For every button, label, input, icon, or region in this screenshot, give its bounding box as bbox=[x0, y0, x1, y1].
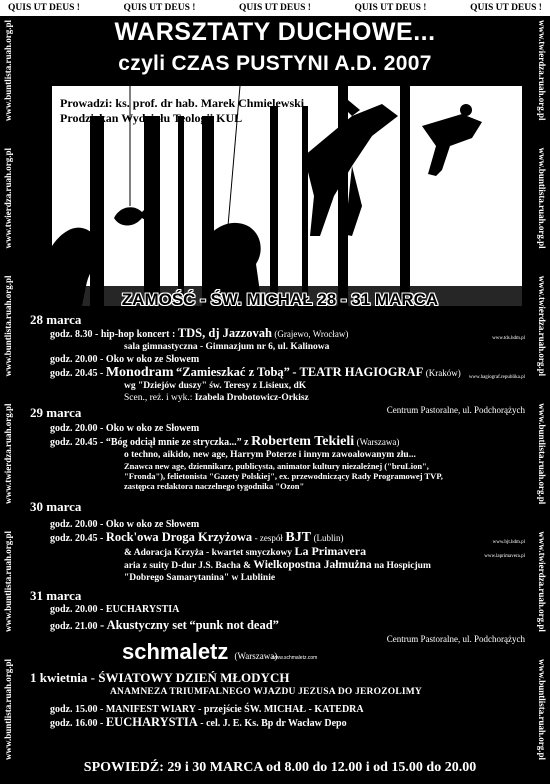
motto-text: QUIS UT DEUS ! bbox=[354, 3, 427, 13]
side-url[interactable]: www.buntlista.ruah.org.pl bbox=[3, 20, 13, 122]
schedule-item: godz. 20.00 - Oko w oko ze Słowem bbox=[50, 354, 200, 365]
side-url[interactable]: www.buntlista.ruah.org.pl bbox=[3, 530, 13, 632]
schedule-item: godz. 8.30 - hip-hop koncert : TDS, dj Jazzovah (Grajewo, Wrocław) www.tds.hdm.pl bbox=[50, 327, 525, 341]
event-detail: o techno, aikido, new age, Harrym Poterze i innym zawoalowanym złu... bbox=[124, 450, 416, 460]
venue-note: sala gimnastyczna - Gimnazjum nr 6, ul. Kalinowa bbox=[124, 342, 330, 352]
event-detail: wg "Dziejów duszy" św. Teresy z Lisieux, dK bbox=[124, 381, 307, 391]
day-heading: 1 kwietnia - ŚWIATOWY DZIEŃ MŁODYCH bbox=[30, 670, 290, 685]
lecturer-info bbox=[60, 96, 304, 126]
schedule-item: godz. 20.45 - Monodram “Zamieszkać z Tobą” - TEATR HAGIOGRAF (Kraków) www.hagiograf.republika.pl bbox=[50, 366, 525, 380]
schedule-item: godz. 16.00 - EUCHARYSTIA - cel. J. E. Ks. Bp dr Wacław Depo bbox=[50, 715, 347, 729]
top-motto-strip bbox=[0, 0, 550, 16]
motto-text: QUIS UT DEUS ! bbox=[470, 3, 542, 13]
left-url-strip bbox=[0, 20, 16, 760]
day-heading: 30 marca bbox=[30, 499, 82, 514]
event-detail: ANAMNEZA TRIUMFALNEGO WJAZDU JEZUSA DO JEROZOLIMY bbox=[110, 687, 422, 697]
side-url[interactable]: www.twierdza.ruah.org.pl bbox=[3, 403, 13, 504]
schedule-item: godz. 15.00 - MANIFEST WIARY - przejście ŚW. MICHAŁ - KATEDRA bbox=[50, 704, 364, 715]
motto-text: QUIS UT DEUS ! bbox=[123, 3, 196, 13]
web-link[interactable]: www.tds.hdm.pl bbox=[492, 336, 525, 341]
side-url[interactable]: www.buntlista.ruah.org.pl bbox=[537, 403, 547, 505]
lecturer-name: Prowadzi: ks. prof. dr hab. Marek Chmielewski bbox=[60, 96, 305, 110]
side-url[interactable]: www.twierdza.ruah.org.pl bbox=[537, 20, 547, 121]
side-url[interactable]: www.twierdza.ruah.org.pl bbox=[537, 531, 547, 632]
poster-subtitle: czyli CZAS PUSTYNI A.D. 2007 bbox=[118, 52, 432, 75]
motto-text: QUIS UT DEUS ! bbox=[239, 3, 311, 13]
venue-note: Centrum Pastoralne, ul. Podchorążych bbox=[386, 405, 525, 415]
web-link[interactable]: www.schmaletz.com bbox=[272, 655, 318, 661]
day-heading: 28 marca bbox=[30, 312, 82, 327]
event-detail: "Dobrego Samarytanina" w Lublinie bbox=[124, 573, 276, 583]
side-url[interactable]: www.buntlista.ruah.org.pl bbox=[3, 658, 13, 760]
side-url[interactable]: www.buntlista.ruah.org.pl bbox=[537, 658, 547, 760]
side-url[interactable]: www.buntlista.ruah.org.pl bbox=[537, 147, 547, 249]
schedule-item: godz. 20.45 - Rock'owa Droga Krzyżowa - zespół BJT (Lublin) www.bjt.hdm.pl bbox=[50, 531, 525, 545]
program-schedule bbox=[30, 310, 525, 730]
side-url[interactable]: www.twierdza.ruah.org.pl bbox=[537, 275, 547, 377]
day-heading: 31 marca bbox=[30, 588, 82, 603]
event-detail: Znawca new age, dziennikarz, publicysta, animator kultury niezależnej ("bruLion", bbox=[124, 461, 429, 471]
web-link[interactable]: www.laprimavera.pl bbox=[484, 554, 525, 559]
schedule-item: godz. 20.00 - Oko w oko ze Słowem bbox=[50, 519, 200, 530]
motto-text: QUIS UT DEUS ! bbox=[8, 3, 80, 13]
event-detail: "Fronda"), felietonista "Gazety Polskiej", ex. przewodniczący Rady Programowej TVP, bbox=[124, 471, 443, 481]
schedule-item: godz. 21.00 - Akustyczny set “punk not dead” bbox=[50, 618, 279, 632]
side-url[interactable]: www.buntlista.ruah.org.pl bbox=[3, 275, 13, 377]
confession-info: SPOWIEDŹ: 29 i 30 MARCA od 8.00 do 12.00 i od 15.00 do 20.00 bbox=[83, 760, 477, 775]
web-link[interactable]: www.hagiograf.republika.pl bbox=[468, 375, 525, 380]
band-name: schmaletz (Warszawa) www.schmaletz.com bbox=[122, 640, 525, 668]
right-url-strip bbox=[534, 20, 550, 760]
web-link[interactable]: www.bjt.hdm.pl bbox=[492, 540, 525, 545]
schedule-item: godz. 20.00 - EUCHARYSTIA bbox=[50, 604, 180, 615]
schedule-item: godz. 20.45 - “Bóg odciął mnie ze stryczka...” z Robertem Tekieli (Warszawa) bbox=[50, 434, 400, 449]
event-location: ZAMOŚĆ - ŚW. MICHAŁ 28 - 31 MARCA bbox=[121, 290, 439, 309]
poster-title: WARSZTATY DUCHOWE... bbox=[114, 18, 436, 46]
schedule-item: godz. 20.00 - Oko w oko ze Słowem bbox=[50, 423, 200, 434]
event-detail: aria z suity D-dur J.S. Bacha & Wielkopostna Jałmużna na Hospicjum bbox=[124, 559, 431, 571]
event-detail: Scen., reż. i wyk.: Izabela Drobotowicz-Orkisz bbox=[124, 393, 309, 403]
event-detail: zastępca redaktora naczelnego tygodnika "Ozon" bbox=[124, 481, 305, 491]
event-detail: & Adoracja Krzyża - kwartet smyczkowy La Primavera www.laprimavera.pl bbox=[124, 545, 525, 559]
day-heading: 29 marca bbox=[30, 405, 82, 420]
side-url[interactable]: www.twierdza.ruah.org.pl bbox=[3, 148, 13, 249]
venue-note: Centrum Pastoralne, ul. Podchorążych bbox=[386, 634, 525, 644]
lecturer-role: Prodziekan Wydziału Teologii KUL bbox=[60, 111, 243, 125]
